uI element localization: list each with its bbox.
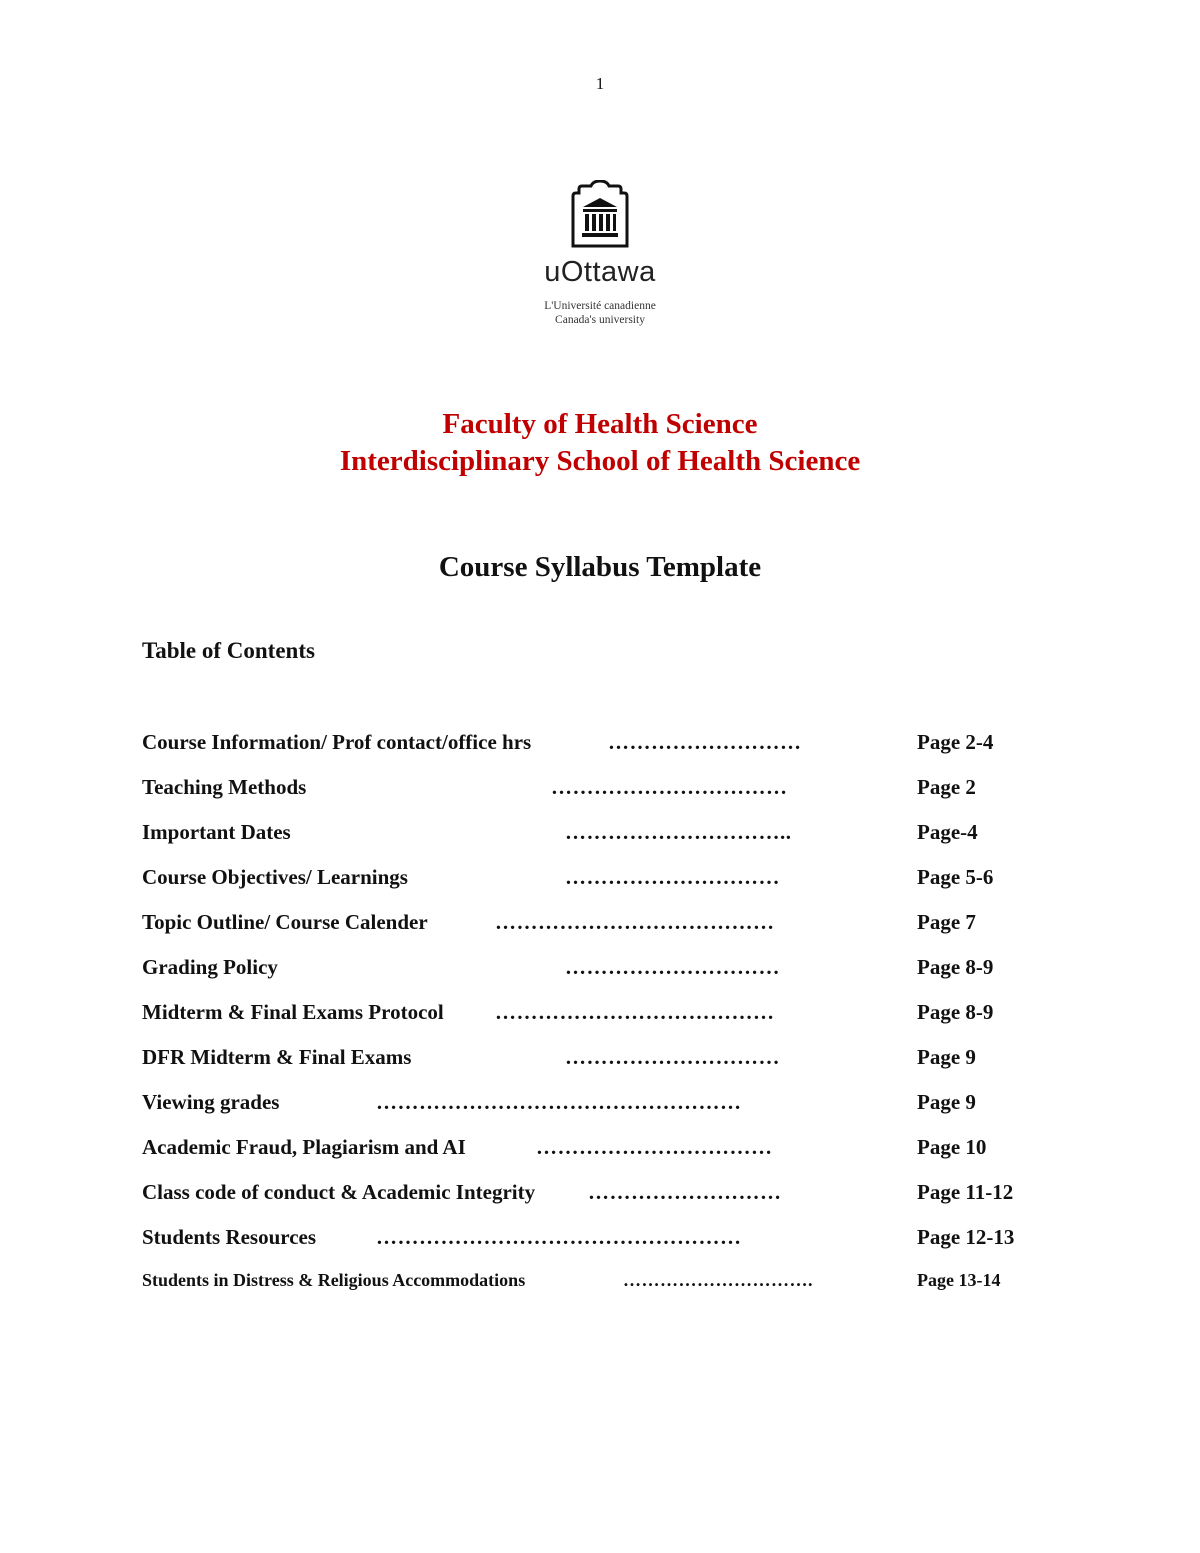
toc-entry xyxy=(142,1270,1042,1315)
toc-entry-label: Academic Fraud, Plagiarism and AI xyxy=(142,1135,466,1159)
toc-entry-label: Teaching Methods xyxy=(142,775,307,799)
toc-entry-label: Course Objectives/ Learnings xyxy=(142,865,408,889)
toc-entry-page: Page 13-14 xyxy=(917,1270,1001,1290)
toc-entry-page: Page 2-4 xyxy=(917,730,994,754)
toc-entry xyxy=(142,955,1042,1000)
toc-entry xyxy=(142,1180,1042,1225)
toc-entry-leader: …………………………… xyxy=(536,1135,773,1159)
toc-entry-leader: ………………………………… xyxy=(495,910,775,934)
toc-entry-page: Page 5-6 xyxy=(917,865,994,889)
university-logo xyxy=(0,180,1200,327)
toc-entry-page: Page 12-13 xyxy=(917,1225,1015,1249)
toc-entry-label: Viewing grades xyxy=(142,1090,280,1114)
table-of-contents xyxy=(142,730,1042,1315)
toc-entry-page: Page 11-12 xyxy=(917,1180,1014,1204)
toc-entry-page: Page 10 xyxy=(917,1135,987,1159)
toc-entry xyxy=(142,910,1042,955)
toc-entry-leader: …………………………………………… xyxy=(376,1225,742,1249)
toc-entry xyxy=(142,775,1042,820)
school-name: Interdisciplinary School of Health Science xyxy=(339,445,861,477)
toc-entry-label: Students in Distress & Religious Accommodations xyxy=(142,1270,526,1290)
toc-entry-label: DFR Midterm & Final Exams xyxy=(142,1045,412,1069)
toc-heading: Table of Contents xyxy=(142,638,315,663)
toc-entry xyxy=(142,820,1042,865)
university-building-icon xyxy=(569,180,631,248)
toc-entry-page: Page 9 xyxy=(917,1090,976,1114)
toc-entry xyxy=(142,1045,1042,1090)
toc-entry-label: Important Dates xyxy=(142,820,291,844)
document-title: Course Syllabus Template xyxy=(438,551,762,583)
toc-entry xyxy=(142,1000,1042,1045)
toc-entry-page: Page 9 xyxy=(917,1045,976,1069)
toc-entry xyxy=(142,1090,1042,1135)
toc-entry-page: Page-4 xyxy=(917,820,978,844)
toc-entry-leader: ………………………… xyxy=(565,1045,780,1069)
toc-entry-page: Page 8-9 xyxy=(917,1000,994,1024)
toc-entry-leader: …………………………………………… xyxy=(376,1090,742,1114)
toc-entry-leader: ………………………… xyxy=(565,955,780,979)
toc-entry xyxy=(142,1135,1042,1180)
toc-entry xyxy=(142,730,1042,775)
toc-entry-leader: ……………………… xyxy=(608,730,802,754)
page-number: 1 xyxy=(595,74,605,93)
toc-entry-label: Topic Outline/ Course Calender xyxy=(142,910,428,934)
toc-entry-leader: …………………………… xyxy=(551,775,788,799)
toc-entry-leader: ………………………………… xyxy=(495,1000,775,1024)
toc-entry xyxy=(142,865,1042,910)
toc-entry-label: Course Information/ Prof contact/office hrs xyxy=(142,730,532,754)
toc-entry-label: Students Resources xyxy=(142,1225,317,1249)
logo-wordmark: uOttawa xyxy=(544,256,656,288)
toc-entry-page: Page 2 xyxy=(917,775,976,799)
toc-entry-leader: …………………………. xyxy=(623,1270,813,1290)
logo-tagline-french: L'Université canadienne xyxy=(544,300,656,312)
toc-entry-label: Class code of conduct & Academic Integrity xyxy=(142,1180,536,1204)
toc-entry-page: Page 8-9 xyxy=(917,955,994,979)
toc-entry-leader: ……………………… xyxy=(588,1180,782,1204)
toc-entry-page: Page 7 xyxy=(917,910,976,934)
faculty-heading xyxy=(0,406,1200,480)
toc-entry-label: Midterm & Final Exams Protocol xyxy=(142,1000,444,1024)
faculty-name: Faculty of Health Science xyxy=(442,408,758,440)
logo-tagline xyxy=(0,299,1200,327)
logo-tagline-english: Canada's university xyxy=(555,314,645,326)
toc-entry-label: Grading Policy xyxy=(142,955,278,979)
toc-entry-leader: ………………………… xyxy=(565,865,780,889)
toc-entry xyxy=(142,1225,1042,1270)
toc-entry-leader: ………………………….. xyxy=(565,820,792,844)
